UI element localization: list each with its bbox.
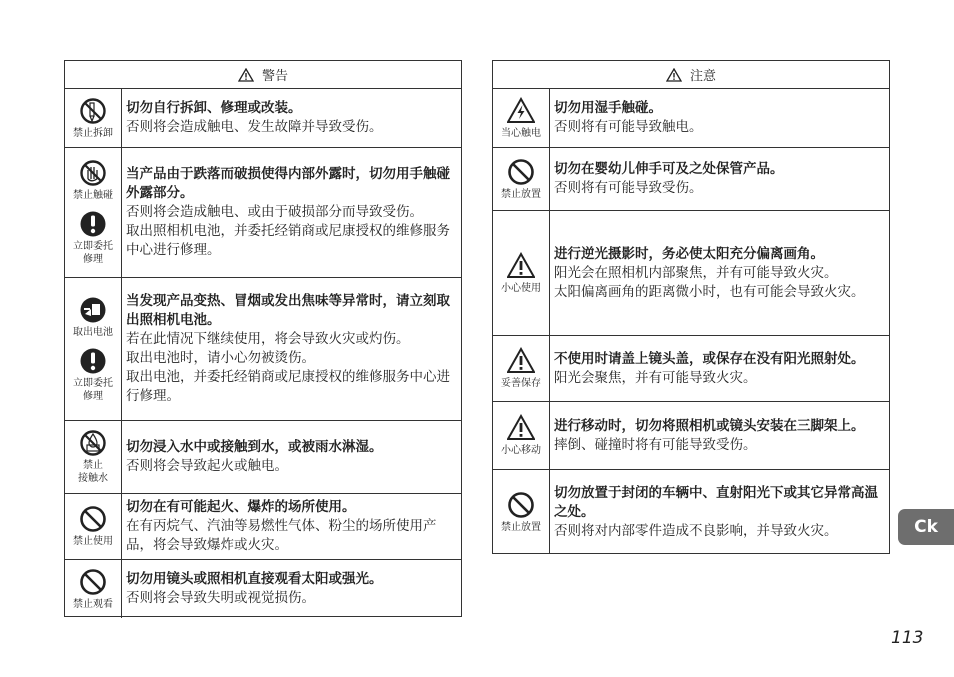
text-cell: [550, 336, 889, 401]
pictogram-label: 禁止放置: [501, 188, 541, 200]
row-heading: 切勿在有可能起火、爆炸的场所使用。: [126, 499, 356, 515]
row-body: 摔倒、碰撞时将有可能导致受伤。: [554, 436, 757, 453]
table-row: [493, 470, 889, 554]
row-heading: 切勿用镜头或照相机直接观看太阳或强光。: [126, 571, 383, 587]
pictogram: [73, 568, 113, 611]
warning-title: 警告: [261, 69, 288, 84]
pictogram-label: 立即委托 修理: [73, 241, 113, 265]
row-body: 否则将有可能导致受伤。: [554, 180, 703, 196]
caution-table: [492, 60, 890, 554]
pictogram-label: 禁止触碰: [73, 190, 113, 201]
row-body: 否则将对内部零件造成不良影响，并导致火灾。: [554, 522, 838, 539]
row-heading: 当发现产品变热、冒烟或发出焦味等异常时，请立刻取出照相机电池。: [126, 293, 450, 328]
pictogram: [73, 347, 113, 403]
mandatory-icon: [79, 347, 107, 375]
pictogram-label: 小心使用: [501, 282, 541, 294]
table-row: [65, 89, 461, 148]
table-row: [493, 402, 889, 470]
prohibited-icon: [79, 505, 107, 533]
text-cell: [122, 278, 461, 420]
pictogram-label: 禁止使用: [73, 536, 113, 547]
icon-cell: [493, 470, 550, 554]
row-heading: 切勿放置于封闭的车辆中、直射阳光下或其它异常高温之处。: [554, 484, 878, 520]
pictogram: [78, 429, 108, 485]
row-body: 取出电池时，请小心勿被烫伤。: [126, 350, 315, 366]
table-row: [493, 89, 889, 148]
text-cell: [550, 402, 889, 469]
caution-triangle-icon: [666, 68, 682, 82]
table-row: [65, 278, 461, 421]
row-heading: 进行移动时，切勿将照相机或镜头安装在三脚架上。: [554, 417, 865, 434]
pictogram-label: 当心触电: [501, 127, 541, 139]
caution-icon: [507, 252, 535, 280]
row-body: 取出电池，并委托经销商或尼康授权的维修服务中心进行修理。: [126, 369, 450, 404]
text-cell: [122, 494, 461, 559]
text-cell: [122, 421, 461, 493]
pictogram: [501, 347, 541, 390]
row-heading: 切勿在婴幼儿伸手可及之处保管产品。: [554, 161, 784, 177]
icon-cell: [65, 148, 122, 277]
text-cell: [550, 148, 889, 210]
pictogram: [501, 252, 541, 295]
icon-cell: [493, 211, 550, 335]
row-body: 否则将会造成触电、或由于破损部分而导致受伤。: [126, 204, 423, 220]
icon-cell: [493, 336, 550, 401]
row-body: 在有丙烷气、汽油等易燃性气体、粉尘的场所使用产品，将会导致爆炸或火灾。: [126, 518, 437, 553]
table-row: [493, 211, 889, 336]
row-body: 若在此情况下继续使用，将会导致火灾或灼伤。: [126, 331, 410, 347]
pictogram: [501, 491, 541, 534]
table-row: [493, 148, 889, 211]
no-touch-icon: [79, 159, 107, 187]
row-body: 否则将会造成触电、发生故障并导致受伤。: [126, 119, 383, 135]
pictogram-label: 立即委托 修理: [73, 377, 113, 402]
page-number: 113: [891, 628, 924, 648]
row-heading: 不使用时请盖上镜头盖，或保存在没有阳光照射处。: [554, 350, 865, 367]
icon-cell: [65, 89, 122, 147]
pictogram: [73, 210, 113, 266]
icon-cell: [493, 89, 550, 147]
pictogram-label: 禁止拆卸: [73, 127, 113, 139]
no-water-icon: [79, 429, 107, 457]
pictogram-label: 禁止 接触水: [78, 460, 108, 484]
prohibited-icon: [507, 158, 535, 186]
icon-cell: [65, 494, 122, 559]
row-heading: 当产品由于跌落而破损使得内部外露时，切勿用手触碰外露部分。: [126, 166, 450, 201]
row-heading: 切勿浸入水中或接触到水，或被雨水淋湿。: [126, 439, 383, 455]
pictogram: [73, 505, 113, 548]
warning-triangle-icon: [238, 68, 254, 82]
pictogram: [501, 97, 541, 140]
language-tab: Ck: [898, 509, 954, 545]
text-cell: [550, 470, 889, 554]
pictogram-label: 妥善保存: [501, 378, 541, 389]
remove-battery-icon: [79, 296, 107, 324]
icon-cell: [65, 560, 122, 618]
prohibited-icon: [79, 568, 107, 596]
pictogram: [73, 296, 113, 339]
warning-table: [64, 60, 462, 617]
pictogram-label: 小心移动: [501, 445, 541, 456]
warning-header: [65, 61, 461, 89]
row-body: 否则将有可能导致触电。: [554, 119, 703, 135]
row-body: 阳光会在照相机内部聚焦，并有可能导致火灾。: [554, 264, 838, 281]
table-row: [65, 494, 461, 560]
no-disassembly-icon: [79, 97, 107, 125]
table-row: [493, 336, 889, 402]
electric-shock-icon: [507, 97, 535, 125]
text-cell: [550, 211, 889, 335]
row-body: 阳光会聚焦，并有可能导致火灾。: [554, 369, 757, 386]
table-row: [65, 421, 461, 494]
row-body: 太阳偏离画角的距离微小时，也有可能会导致火灾。: [554, 283, 865, 300]
pictogram-label: 取出电池: [73, 326, 113, 338]
pictogram-label: 禁止观看: [73, 598, 113, 610]
table-row: [65, 148, 461, 278]
row-body: 否则将会导致失明或视觉损伤。: [126, 590, 315, 606]
text-cell: [122, 89, 461, 147]
icon-cell: [493, 148, 550, 210]
pictogram: [501, 158, 541, 201]
table-row: [65, 560, 461, 618]
text-cell: [122, 560, 461, 618]
caution-icon: [507, 414, 535, 442]
pictogram: [73, 159, 113, 202]
row-body: 取出照相机电池，并委托经销商或尼康授权的维修服务中心进行修理。: [126, 223, 450, 258]
row-heading: 切勿用湿手触碰。: [554, 100, 662, 116]
icon-cell: [493, 402, 550, 469]
caution-icon: [507, 347, 535, 375]
caution-header: [493, 61, 889, 89]
prohibited-icon: [507, 491, 535, 519]
row-body: 否则将会导致起火或触电。: [126, 458, 288, 474]
pictogram-label: 禁止放置: [501, 521, 541, 533]
icon-cell: [65, 421, 122, 493]
row-heading: 切勿自行拆卸、修理或改装。: [126, 100, 302, 116]
icon-cell: [65, 278, 122, 420]
text-cell: [550, 89, 889, 147]
mandatory-icon: [79, 210, 107, 238]
pictogram: [73, 97, 113, 140]
text-cell: [122, 148, 461, 277]
caution-title: 注意: [689, 69, 716, 84]
row-heading: 进行逆光摄影时，务必使太阳充分偏离画角。: [554, 245, 824, 262]
pictogram: [501, 414, 541, 457]
